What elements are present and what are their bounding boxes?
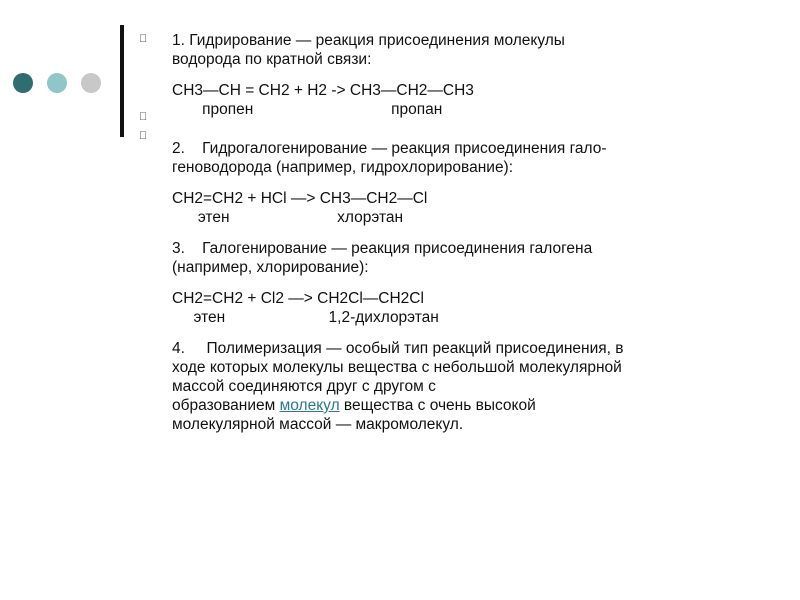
hydrogenation-compound-names: пропен пропан	[172, 101, 443, 118]
polymerization-line-4-suffix: вещества с очень высокой	[339, 397, 536, 414]
dot-light-teal	[47, 73, 67, 93]
molecules-link[interactable]: молекул	[279, 397, 340, 414]
hydrohalogenation-compound-names: этен хлорэтан	[172, 209, 404, 226]
hydrohalogenation-equation: CH2=CH2 + HCl —> CH3—CH2—Cl	[172, 190, 428, 207]
polymerization-line-5: молекулярной массой — макромолекул.	[172, 416, 464, 433]
arrow-bullet-icon	[139, 130, 149, 142]
hydrogenation-title-line-1: 1. Гидрирование — реакция присоединения молекулы	[172, 32, 565, 49]
section-hydrogenation	[172, 31, 732, 119]
hydrogenation-title-line-2: водорода по кратной связи:	[172, 51, 372, 68]
halogenation-title-line-1: 3. Галогенирование — реакция присоединения галогена	[172, 240, 593, 257]
dot-dark-teal	[13, 73, 33, 93]
slide-content	[172, 31, 732, 434]
hydrogenation-equation: CH3—CH = CH2 + H2 -> CH3—CH2—CH3	[172, 82, 474, 99]
polymerization-line-2: ходе которых молекулы вещества с небольшой молекулярной	[172, 359, 622, 376]
polymerization-line-3: массой соединяются друг с другом с	[172, 378, 436, 395]
section-hydrohalogenation	[172, 139, 732, 227]
halogenation-compound-names: этен 1,2-дихлорэтан	[172, 309, 439, 326]
polymerization-line-1: 4. Полимеризация — особый тип реакций присоединения, в	[172, 340, 624, 357]
hydrohalogenation-title-line-1: 2. Гидрогалогенирование — реакция присоединения гало-	[172, 140, 607, 157]
halogenation-equation: CH2=CH2 + Cl2 —> CH2Cl—CH2Cl	[172, 290, 424, 307]
vertical-rule	[120, 25, 124, 137]
hydrohalogenation-title-line-2: геноводорода (например, гидрохлорирование):	[172, 159, 514, 176]
section-polymerization	[172, 339, 732, 434]
halogenation-title-line-2: (например, хлорирование):	[172, 259, 369, 276]
arrow-bullet-icon	[139, 33, 149, 45]
polymerization-line-4	[172, 396, 732, 415]
arrow-bullet-icon	[139, 111, 149, 123]
polymerization-line-4-prefix: образованием	[172, 397, 280, 414]
section-halogenation	[172, 239, 732, 327]
dot-gray	[81, 73, 101, 93]
